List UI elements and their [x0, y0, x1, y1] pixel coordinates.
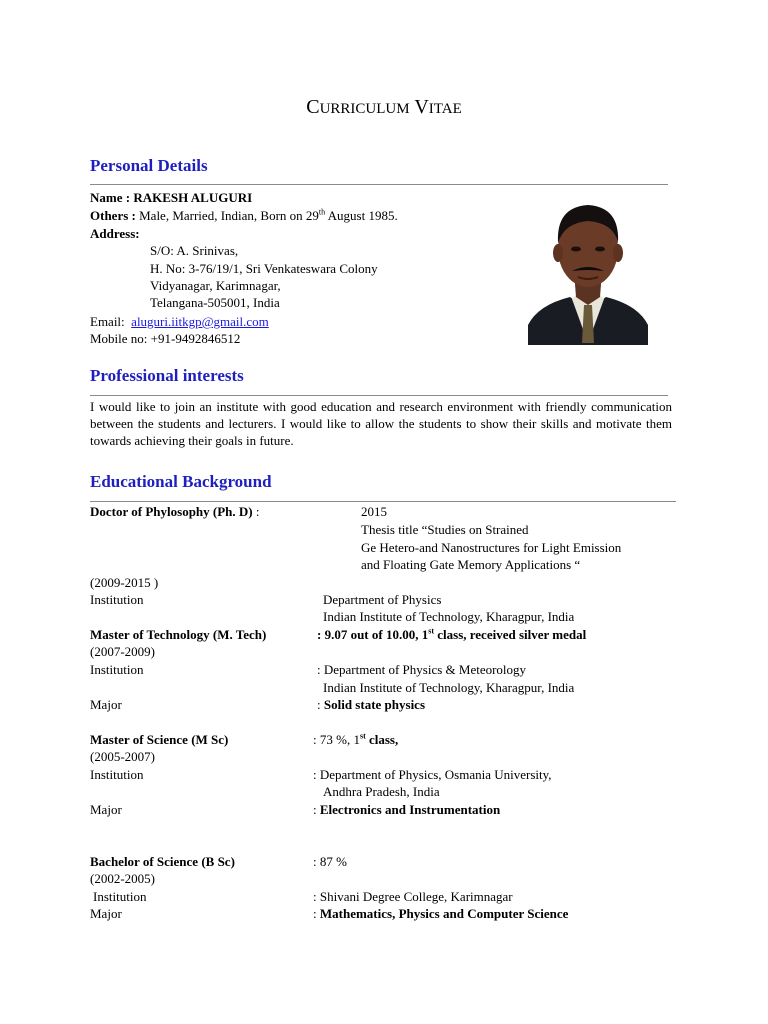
professional-interests-text: I would like to join an institute with good education and research environment with friendly communication between the students and lecturers. I would like to allow the students to show their skills and motivate them towards achieving their goals in future. [90, 399, 672, 448]
msc-institution-line-1: : Department of Physics, Osmania University, [313, 767, 552, 782]
title-initial-c: C [306, 96, 320, 118]
personal-details-rule [90, 184, 668, 185]
profile-photo [528, 193, 648, 345]
name-value: RAKESH ALUGURI [133, 190, 253, 205]
title-word-curriculum: URRICULUM [319, 101, 410, 117]
address-line-3: Vidyanagar, Karimnagar, [150, 278, 281, 293]
mtech-result-sup: st [428, 626, 434, 636]
mobile-line: Mobile no: +91-9492846512 [90, 331, 241, 346]
email-label: Email: [90, 314, 125, 329]
address-line-2: H. No: 3-76/19/1, Sri Venkateswara Colony [150, 261, 378, 276]
phd-thesis-line-2: Ge Hetero-and Nanostructures for Light Emission [361, 540, 622, 555]
phd-thesis-line-3: and Floating Gate Memory Applications “ [361, 557, 581, 572]
others-line [90, 207, 398, 224]
professional-interests-rule [90, 395, 668, 396]
msc-period: (2005-2007) [90, 749, 155, 764]
email-link[interactable]: aluguri.iitkgp@gmail.com [131, 314, 269, 329]
email-line [90, 313, 269, 330]
title-initial-v: V [414, 96, 429, 118]
educational-background-heading: Educational Background [90, 472, 272, 491]
others-sup: th [318, 207, 326, 217]
mtech-institution-line-1: : Department of Physics & Meteorology [317, 662, 527, 677]
msc-institution-line-2: Andhra Pradesh, India [323, 784, 440, 799]
phd-period: (2009-2015 ) [90, 575, 159, 590]
msc-major-label: Major [90, 802, 122, 817]
mtech-institution-line-2: Indian Institute of Technology, Kharagpur, India [323, 680, 575, 695]
phd-institution-line-1: Department of Physics [323, 592, 442, 607]
bsc-institution-label: Institution [93, 889, 147, 904]
document-title [0, 96, 768, 119]
bsc-major [313, 905, 568, 922]
others-value-end: August 1985. [325, 208, 398, 223]
personal-details-heading: Personal Details [90, 156, 208, 175]
msc-major [313, 801, 500, 818]
phd-institution-label: Institution [90, 592, 144, 607]
msc-result-sup: st [359, 731, 366, 741]
bsc-period: (2002-2005) [90, 871, 155, 886]
name-line [90, 189, 252, 206]
title-word-vitae: ITAE [428, 101, 462, 117]
others-value: Male, Married, Indian, Born on 29 [139, 208, 319, 223]
phd-degree: Doctor of Phylosophy (Ph. D) [90, 504, 253, 519]
msc-degree: Master of Science (M Sc) [90, 732, 229, 747]
professional-interests-heading: Professional interests [90, 366, 244, 385]
bsc-major-label: Major [90, 906, 122, 921]
others-label: Others : [90, 208, 140, 223]
mtech-major-colon: : [317, 697, 324, 712]
name-label: Name : [90, 190, 134, 205]
mtech-result-value: : 9.07 out of 10.00, 1 [317, 627, 429, 642]
phd-thesis-line-1: Thesis title “Studies on Strained [361, 522, 529, 537]
phd-degree-line [90, 503, 260, 520]
bsc-major-colon: : [313, 906, 320, 921]
msc-major-colon: : [313, 802, 320, 817]
mtech-result-end: class, received silver medal [434, 627, 587, 642]
msc-result [313, 731, 398, 748]
phd-year: 2015 [361, 504, 387, 519]
phd-institution-line-2: Indian Institute of Technology, Kharagpur, India [323, 609, 575, 624]
bsc-result: : 87 % [313, 854, 347, 869]
msc-result-end: class, [365, 732, 399, 747]
mtech-result [317, 626, 586, 643]
phd-colon: : [252, 504, 260, 519]
msc-major-value: Electronics and Instrumentation [319, 802, 501, 817]
address-line-1: S/O: A. Srinivas, [150, 243, 239, 258]
educational-background-rule [90, 501, 676, 502]
mtech-major-label: Major [90, 697, 122, 712]
msc-institution-label: Institution [90, 767, 144, 782]
mtech-degree: Master of Technology (M. Tech) [90, 627, 267, 642]
mtech-period: (2007-2009) [90, 644, 155, 659]
address-label: Address: [90, 226, 140, 241]
mtech-major-value: Solid state physics [323, 697, 426, 712]
mtech-major [317, 696, 425, 713]
mtech-institution-label: Institution [90, 662, 144, 677]
bsc-institution: : Shivani Degree College, Karimnagar [313, 889, 513, 904]
msc-result-value: : 73 %, 1 [313, 732, 360, 747]
bsc-major-value: Mathematics, Physics and Computer Science [319, 906, 569, 921]
address-line-4: Telangana-505001, India [150, 295, 280, 310]
bsc-degree: Bachelor of Science (B Sc) [90, 854, 235, 869]
